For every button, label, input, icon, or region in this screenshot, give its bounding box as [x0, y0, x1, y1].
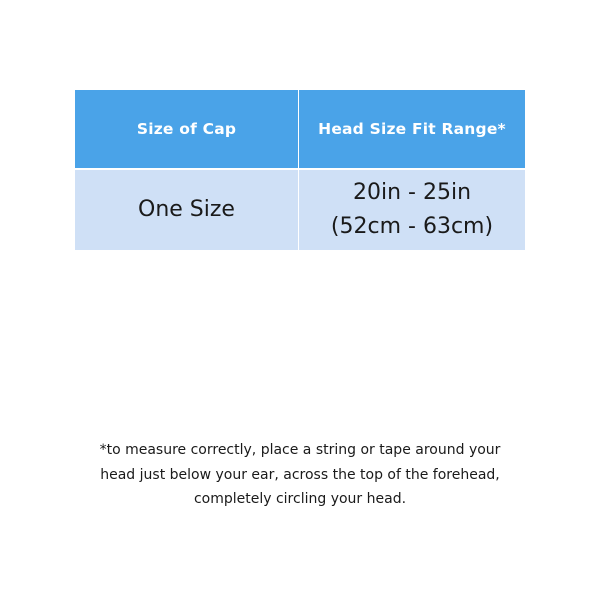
header-row — [75, 90, 525, 169]
fit-range-cell — [299, 169, 526, 250]
fit-range-inches: 20in - 25in — [352, 180, 472, 205]
cap-size-cell: One Size — [75, 169, 299, 250]
header-size-of-cap: Size of Cap — [75, 90, 299, 169]
fit-range-centimeters: (52cm - 63cm) — [330, 214, 494, 239]
header-head-size-fit-range: Head Size Fit Range* — [299, 90, 526, 169]
footnote-line: completely circling your head. — [193, 491, 407, 507]
size-chart-header — [75, 90, 525, 169]
footnote-line: *to measure correctly, place a string or tape around your — [99, 442, 501, 458]
size-chart-body — [75, 169, 525, 250]
measurement-footnote — [40, 438, 560, 512]
table-row — [75, 169, 525, 250]
footnote-line: head just below your ear, across the top of the forehead, — [100, 466, 500, 483]
size-chart-table — [75, 90, 525, 250]
